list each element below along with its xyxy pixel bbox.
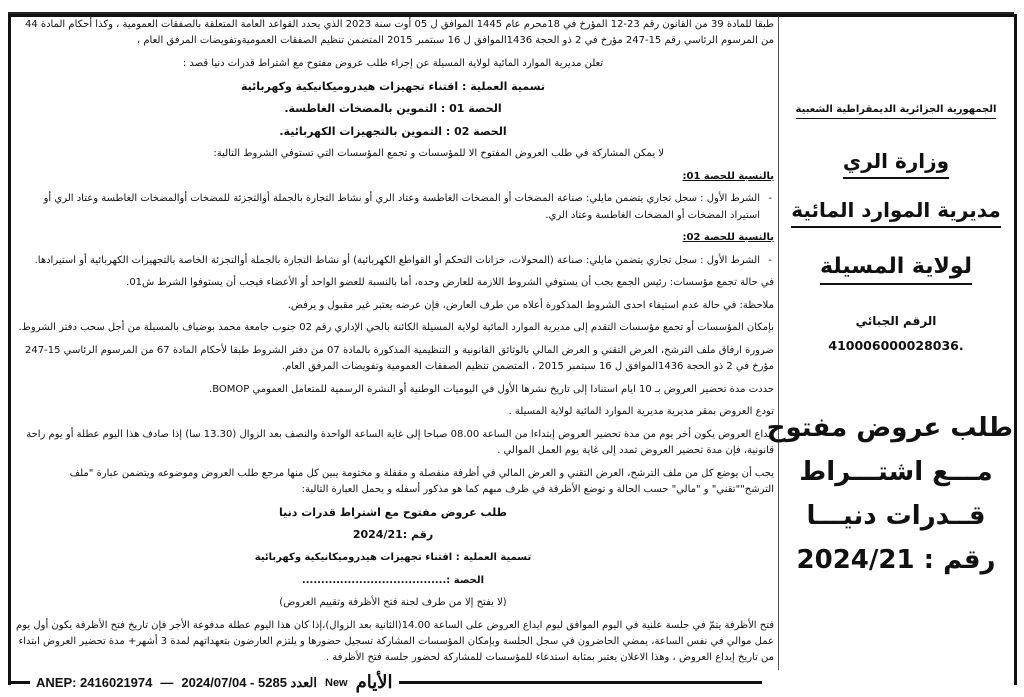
preparation-period: حددت مدة تحضير العروض بـ 10 ايام استنادا إلى تاريخ نشرها الأول في اليوميات الوطنية أو النشرة الرسمية للمتعامل العمومي BOMOP.: [209, 383, 774, 395]
lot-2-condition: - الشرط الأول : سجل تجاري يتضمن مايلي: صناعة (المحولات، خزانات التحكم أو القواطع الكهربائية) أو نشاط التجارة بالجملة أوالتجزئة الخاصة بالتجهيزات الكهربائية أو استيرادها.: [12, 253, 774, 269]
newspaper-logo-suffix: New: [325, 676, 348, 689]
tax-number: 410006000028036.: [828, 338, 964, 353]
envelope-title: طلب عروض مفتوح مع اشتراط قدرات دنيا: [278, 505, 508, 519]
announcement: تعلن مديرية الموارد المائية لولاية المسيلة عن إجراء طلب عروض مفتوح مع اشتراط قدرات دنيا قصد :: [182, 57, 604, 69]
lot-1-heading: بالنسبة للحصة 01:: [682, 170, 774, 182]
ministry-text: وزارة الري: [843, 149, 949, 179]
envelope-number: رقم :2024/21: [352, 528, 434, 542]
wilaya-text: لولاية المسيلة: [820, 254, 972, 285]
note: ملاحظة: في حالة عدم استيفاء احدى الشروط المذكورة أعلاه من طرف العارض، فإن عرضه يعتبر غير مقبول و يرفض.: [287, 299, 774, 311]
operation-title: تسمية العملية : اقتناء تجهيزات هيدروميكانيكية وكهربائية: [240, 79, 546, 93]
eligibility: لا يمكن المشاركة في طلب العروض المفتوح الا للمؤسسات و تجمع المؤسسات التي تستوفي الشروط التالية:: [213, 148, 664, 160]
submission-time: إيداع العروض يكون أخر يوم من مدة تحضير العروض إبتداءا من الساعة 08.00 صباحا إلى غاية الساعة الواحدة والنصف بعد الزوال (13.30 سا) إذا صادف هذا اليوم عطلة أو يوم راحة قانونية، فإن مدة تحضير العروض تمدد إلى غاية يوم العمل الموالي .: [26, 428, 774, 457]
ad-number: رقم : 2024/21: [796, 545, 996, 575]
ministry-heading: [779, 149, 1013, 173]
footer-corner: [8, 669, 11, 684]
required-documents: ضرورة ارفاق ملف الترشح، العرض التقني و العرض المالي بالوثائق القانونية و التنظيمية المذكورة بالمادة 07 من دفتر الشروط طبقا لأحكام المادة 67 من المرسوم الرئاسي 15-247 مؤرخ في 2 ذو الحجة 1436الموافق ل 16 سبتمبر 2015 ، المتضمن تنظيم الصفقات العمومية وتفويضات المرفق العام.: [25, 344, 774, 373]
republic-heading: [779, 104, 1013, 115]
directorate-heading: [779, 198, 1013, 222]
envelope-note: (لا يفتح إلا من طرف لجنة فتح الأظرفة وتقييم العروض): [279, 597, 507, 609]
wilaya-heading: [779, 254, 1013, 279]
footer-text: [30, 672, 399, 693]
lot-1: الحصة 01 : التموين بالمضخات الغاطسة.: [284, 102, 502, 116]
lot-2-heading: بالنسبة للحصة 02:: [682, 232, 774, 244]
ad-title-line3: قــدرات دنيـــا: [806, 501, 986, 531]
newspaper-logo: الأيام: [355, 672, 393, 692]
lot-2: الحصة 02 : التموين بالتجهيزات الكهربائية.: [279, 124, 507, 138]
ad-body: [12, 17, 774, 667]
consortium-rule: في حالة تجمع مؤسسات: رئيس الجمع يجب أن يستوفي الشروط اللازمة للعارض وحده، أما بالنسبة للعضو الواحد أو الأعضاء فيجب أن يستوفوا الشرط ش01.: [126, 277, 774, 289]
legal-basis: طبقا للمادة 39 من القانون رقم 23-12 المؤرخ في 18محرم عام 1445 الموافق ل 05 أوت سنة 2023 الذي يحدد القواعد العامة المتعلقة بالصفقات العمومية ، وكذا أحكام المادة 44 من المرسوم الرئاسي رقم 15-247 مؤرخ في 2 ذو الحجة 1436الموافق ل 16 سبتمبر 2015 المتضمن تنظيم الصفقات العموميةوتفويضات المرفق العام ،: [24, 19, 774, 47]
republic-text: الجمهورية الجزائرية الديمقراطية الشعبية: [796, 104, 997, 119]
directorate-text: مديرية الموارد المائية: [791, 198, 1000, 228]
envelope-lot: الحصة :......................................: [301, 574, 485, 586]
separator: —: [160, 675, 174, 690]
submission-place: تودع العروض بمقر مديرية مديرية الموارد المائية لولاية المسيلة .: [508, 406, 774, 418]
specs-withdrawal: بإمكان المؤسسات أو تجمع مؤسسات التقدم إلى مديرية الموارد المائية لولاية المسيلة الكائنة بالحي الإداري رقم 02 جنوب جامعة محمد بوضياف بالمسيلة من أجل سحب دفتر الشروط.: [18, 322, 774, 334]
envelope-instructions: يجب أن يوضع كل من ملف الترشح، العرض التقني و العرض المالي في أظرفة منفصلة و مقفلة و مختومة يبين كل منها مرجع طلب العروض وموضوعه ويتضمن عبارة "ملف الترشح""تقني" و "مالي" حسب الحالة و توضع الأظرفة في ظرف مبهم كما هو مذكور أسفله و يحمل العبارة التالية:: [69, 467, 774, 496]
opening-session: فتح الأظرفة يتمّ في جلسة علنية في اليوم الموافق ليوم ايداع العروض على الساعة 14.00(الثانية بعد الزوال)،إذا كان هذا اليوم عطلة مدفوعة الأجر فإن تاريخ فتح الأظرفة يكون أول يوم عمل موالي في نفس الساعة، يمضي الحاضرون في سجل الجلسة وبإمكان المؤسسات المشاركة تسجيل حضورها و يلتزم العارضون بتعهداتهم لمدة 3 أشهر+ مدة تحضير العروض ابتداء من تاريخ إيداع العروض ، وهذا الاعلان يعتبر بمثابة استدعاء للمؤسسات للمشاركة لحضور جلسة فتح الأظرفة .: [16, 619, 774, 664]
anep-number: ANEP: 2416021974: [36, 675, 153, 690]
tax-label: الرقم الجبائي: [855, 314, 937, 328]
issue-info: العدد 5285 - 2024/07/04: [181, 674, 317, 690]
header-column: [766, 16, 1013, 670]
ad-title-line1: طلب عروض مفتوح: [766, 413, 1013, 443]
lot-1-condition: - الشرط الأول : سجل تجاري يتضمن مايلي: صناعة المضخات أو المضخات الغاطسة وعتاد الري أو نشاط التجارة بالجملة أوالتجزئة للمضخات أوالمضخات الغاطسة وعتاد الري أو استيراد المضخات أو المضخات الغاطسة وعتاد الري.: [12, 191, 774, 224]
ad-title: [766, 406, 1013, 582]
envelope-operation: تسمية العملية : اقتناء تجهيزات هيدروميكانيكية وكهربائية: [254, 551, 532, 563]
footer: [8, 671, 1012, 691]
ad-title-line2: مـــع اشتـــراط: [799, 457, 993, 487]
